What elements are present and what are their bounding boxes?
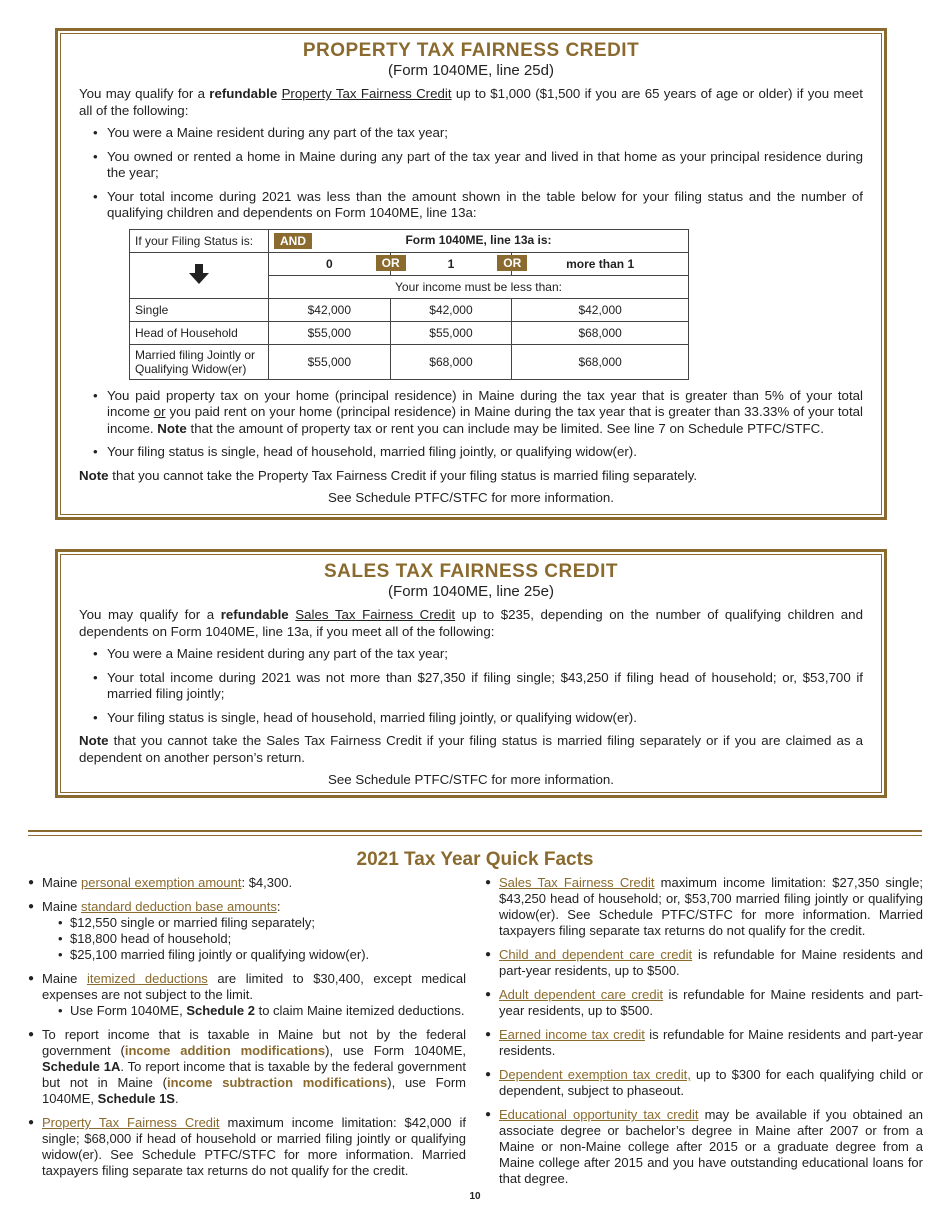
- list-item: • Your filing status is single, head of household, married filing jointly, or qualifying widow(er).: [107, 710, 863, 727]
- ptfc-see-more: See Schedule PTFC/STFC for more information.: [328, 490, 614, 505]
- earned-income-credit-link[interactable]: Earned income tax credit: [499, 1027, 645, 1042]
- income-note: Your income must be less than:: [269, 275, 689, 298]
- itemized-deductions-link[interactable]: itemized deductions: [86, 971, 208, 986]
- child-care-credit-link[interactable]: Child and dependent care credit: [499, 947, 693, 962]
- list-item: ● Dependent exemption tax credit, up to $300 for each qualifying child or dependent, subject to phaseout.: [499, 1067, 923, 1099]
- stfc-see-more: See Schedule PTFC/STFC for more information.: [328, 772, 614, 787]
- ptfc-box: [55, 28, 887, 520]
- list-item: ● Adult dependent care credit is refundable for Maine residents and part-year residents, up to $500.: [499, 987, 923, 1019]
- standard-deduction-link[interactable]: standard deduction base amounts: [81, 899, 277, 914]
- list-item: ● Child and dependent care credit is refundable for Maine residents and part-year residents, up to $500.: [499, 947, 923, 979]
- stfc-link[interactable]: Sales Tax Fairness Credit: [295, 607, 456, 622]
- table-row: Single $42,000 $42,000 $42,000: [130, 298, 689, 321]
- col-one: 1: [447, 256, 455, 271]
- list-item: ● Property Tax Fairness Credit maximum income limitation: $42,000 if single; $68,000 if head of household or married filing jointly or qualifying widow(er). See Schedule PTFC/STFC for more information. Married taxpayers filing separate tax returns do not qualify for the credit.: [42, 1115, 466, 1179]
- income-table: [129, 229, 689, 380]
- stfc-title: SALES TAX FAIRNESS CREDIT: [323, 561, 618, 582]
- list-item: ● Educational opportunity tax credit may be available if you obtained an associate degree or bachelor’s degree in Maine after 2007 or from a Maine or non-Maine college after 2015 or a graduate degree from a Maine college after 2015 and you have outstanding educational loans for that degree.: [499, 1107, 923, 1187]
- stfc-subtitle: (Form 1040ME, line 25e): [388, 583, 554, 600]
- list-item: • You were a Maine resident during any part of the tax year;: [107, 125, 863, 142]
- stfc-box: [55, 549, 887, 798]
- quickfacts-title: 2021 Tax Year Quick Facts: [356, 849, 594, 870]
- list-item: ● Earned income tax credit is refundable for Maine residents and part-year residents.: [499, 1027, 923, 1059]
- and-tag: AND: [274, 233, 312, 249]
- educational-opportunity-credit-link[interactable]: Educational opportunity tax credit: [499, 1107, 699, 1122]
- ptfc-subtitle: (Form 1040ME, line 25d): [388, 62, 554, 79]
- list-item: ● Sales Tax Fairness Credit maximum income limitation: $27,350 single; $43,250 head of household; or, $53,700 married filing jointly or qualifying widow(er). See Schedule PTFC/STFC for more information. Married taxpayers filing separate tax returns do not qualify for the credit.: [499, 875, 923, 939]
- filing-status-header: If your Filing Status is:: [130, 229, 269, 252]
- list-item: ● Maine personal exemption amount: $4,300.: [42, 875, 466, 891]
- col-more: more than 1: [566, 256, 635, 271]
- list-item: • Your filing status is single, head of household, married filing jointly, or qualifying widow(er).: [107, 444, 863, 461]
- divider: [28, 835, 922, 836]
- stfc-note: Note that you cannot take the Sales Tax Fairness Credit if your filing status is married filing separately or if you are claimed as a dependent on another person’s return.: [79, 733, 863, 765]
- exemption-link[interactable]: personal exemption amount: [81, 875, 242, 890]
- stfc-intro: You may qualify for a refundable Sales Tax Fairness Credit up to $235, depending on the number of qualifying children and dependents on Form 1040ME, line 13a, if you meet all of the following:: [79, 607, 863, 639]
- ptfc-bullets-2: [79, 388, 863, 461]
- ptfc-title: PROPERTY TAX FAIRNESS CREDIT: [302, 40, 640, 61]
- or-tag: OR: [376, 255, 406, 271]
- ptfc-quickfact-link[interactable]: Property Tax Fairness Credit: [42, 1115, 220, 1130]
- list-item: • Your total income during 2021 was not more than $27,350 if filing single; $43,250 if filing head of household; or, $53,700 if married filing jointly;: [107, 670, 863, 703]
- ptfc-bullets: [79, 125, 863, 222]
- form-header: Form 1040ME, line 13a is:: [405, 232, 552, 247]
- list-item: • You owned or rented a home in Maine during any part of the tax year and lived in that home as your principal residence during the year;: [107, 149, 863, 182]
- adult-care-credit-link[interactable]: Adult dependent care credit: [499, 987, 664, 1002]
- stfc-quickfact-link[interactable]: Sales Tax Fairness Credit: [499, 875, 655, 890]
- stfc-bullets: [79, 646, 863, 726]
- or-tag: OR: [497, 255, 527, 271]
- list-item: ● Maine itemized deductions are limited to $30,400, except medical expenses are not subject to the limit. • Use Form 1040ME, Schedule 2 to claim Maine itemized deductions.: [42, 971, 466, 1019]
- arrow-down-icon: [188, 263, 210, 285]
- table-row: Head of Household $55,000 $55,000 $68,000: [130, 321, 689, 344]
- col-zero: 0: [325, 256, 333, 271]
- dependent-exemption-credit-link[interactable]: Dependent exemption tax credit,: [499, 1067, 691, 1082]
- list-item: ● Maine standard deduction base amounts: • $12,550 single or married filing separately; • $18,800 head of household; • $25,100 married filing jointly or qualifying widow(er).: [42, 899, 466, 963]
- quickfacts-left: [28, 875, 466, 1187]
- page-number: 10: [469, 1191, 481, 1202]
- list-item: ● To report income that is taxable in Maine but not by the federal government (income addition modifications), use Form 1040ME, Schedule 1A. To report income that is taxable by the federal government but not in Maine (income subtraction modifications), use Form 1040ME, Schedule 1S.: [42, 1027, 466, 1107]
- table-row: Married filing Jointly or Qualifying Widow(er) $55,000 $68,000 $68,000: [130, 344, 689, 379]
- ptfc-intro: You may qualify for a refundable Property Tax Fairness Credit up to $1,000 ($1,500 if you are 65 years of age or older) if you meet all of the following:: [79, 86, 863, 118]
- quickfacts-right: [485, 875, 923, 1195]
- ptfc-note: Note that you cannot take the Property Tax Fairness Credit if your filing status is married filing separately.: [79, 467, 698, 483]
- divider: [28, 830, 922, 832]
- list-item: • Your total income during 2021 was less than the amount shown in the table below for your filing status and the number of qualifying children and dependents on Form 1040ME, line 13a:: [107, 189, 863, 222]
- down-arrow-cell: [130, 252, 269, 298]
- list-item: • You paid property tax on your home (principal residence) in Maine during the tax year that is greater than 5% of your total income or you paid rent on your home (principal residence) in Maine during the tax year that is greater than 33.33% of your total income. Note that the amount of property tax or rent you can include may be limited. See line 7 on Schedule PTFC/STFC.: [107, 388, 863, 438]
- list-item: • You were a Maine resident during any part of the tax year;: [107, 646, 863, 663]
- ptfc-link[interactable]: Property Tax Fairness Credit: [281, 86, 452, 101]
